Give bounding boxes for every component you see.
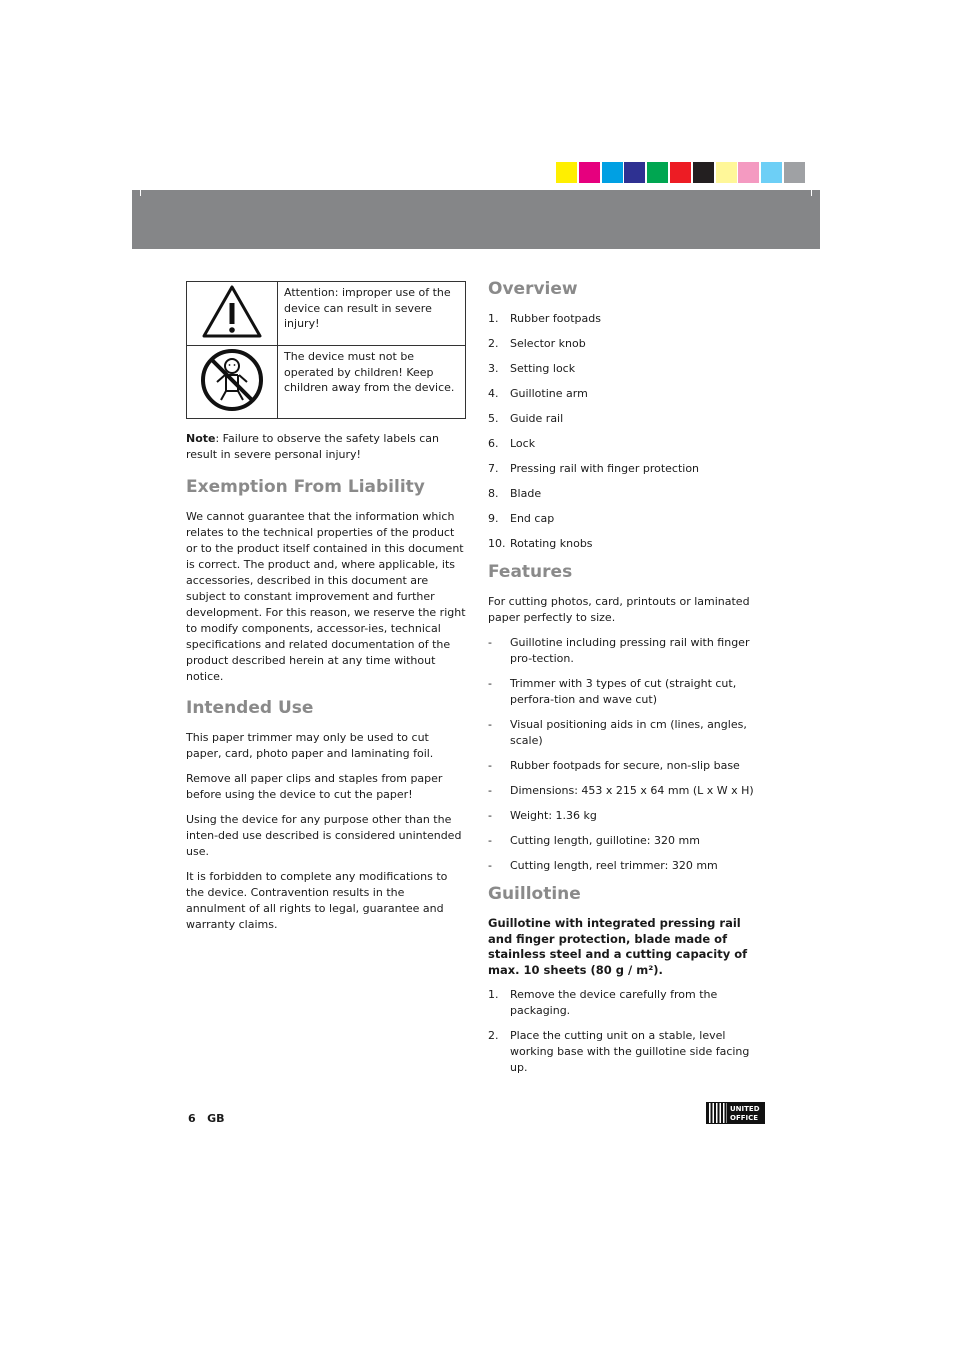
logo-text: UNITED OFFICE	[727, 1103, 764, 1123]
color-swatch	[738, 162, 759, 183]
list-item: 2. Selector knob	[488, 337, 586, 350]
exemption-text: We cannot guarantee that the information which relates to the technical properties of the product or to the product itself contained in this document is correct. The product and, where applicable, its accessories, described in this document are subject to constant improvement and further development. For this reason, we reserve the right to modify components, accessor-ies, technical specifications and related documentation of the product described herein at any time without notice.	[186, 510, 466, 683]
list-item: - Rubber footpads for secure, non-slip base	[488, 759, 740, 772]
color-swatch	[761, 162, 782, 183]
safety-table	[186, 281, 466, 419]
list-item: 9. End cap	[488, 512, 555, 525]
safety-text: The device must not be operated by children! Keep children away from the device.	[278, 346, 466, 419]
color-swatch	[602, 162, 623, 183]
list-item: - Guillotine including pressing rail with finger pro-tection.	[488, 636, 750, 665]
header-band	[132, 190, 820, 249]
intended-use-paragraph: It is forbidden to complete any modifications to the device. Contravention results in the annulment of all rights to legal, guarantee and warranty claims.	[186, 870, 448, 931]
warning-triangle-icon	[200, 283, 264, 341]
logo-grid	[707, 1103, 727, 1123]
intended-use-paragraph: This paper trimmer may only be used to cut paper, card, photo paper and laminating foil.	[186, 731, 434, 760]
features-heading: Features	[488, 562, 573, 582]
list-item: - Cutting length, guillotine: 320 mm	[488, 834, 700, 847]
color-swatch	[624, 162, 645, 183]
color-swatch	[647, 162, 668, 183]
overview-list	[488, 311, 768, 552]
guillotine-intro: Guillotine with integrated pressing rail and finger protection, blade made of stainless steel and a cutting capacity of max. 10 sheets (80 g / m²).	[488, 916, 748, 977]
crop-mark	[811, 190, 812, 196]
list-item: 3. Setting lock	[488, 362, 576, 375]
color-swatch	[579, 162, 600, 183]
features-list	[488, 635, 768, 874]
no-children-icon	[199, 347, 265, 413]
list-item: 4. Guillotine arm	[488, 387, 588, 400]
list-item: 7. Pressing rail with finger protection	[488, 462, 700, 475]
exemption-heading: Exemption From Liability	[186, 477, 425, 497]
intended-use-paragraph: Using the device for any purpose other than the inten-ded use described is considered unintended use.	[186, 813, 462, 858]
color-swatch	[670, 162, 691, 183]
safety-text: Attention: improper use of the device can result in severe injury!	[278, 282, 466, 346]
guillotine-heading: Guillotine	[488, 884, 581, 904]
list-item: - Dimensions: 453 x 215 x 64 mm (L x W x H)	[488, 784, 754, 797]
color-swatch	[716, 162, 737, 183]
safety-row	[187, 346, 466, 419]
color-calibration-bar	[556, 162, 807, 183]
list-item: 2. Place the cutting unit on a stable, level working base with the guillotine side facing up.	[488, 1029, 750, 1074]
list-item: 10. Rotating knobs	[488, 537, 593, 550]
crop-mark	[140, 190, 141, 196]
safety-icon-cell	[187, 282, 278, 346]
safety-row	[187, 282, 466, 346]
intended-use-heading: Intended Use	[186, 698, 314, 718]
safety-icon-cell	[187, 346, 278, 419]
list-item: 1. Rubber footpads	[488, 312, 601, 325]
united-office-logo	[706, 1102, 765, 1124]
list-item: - Cutting length, reel trimmer: 320 mm	[488, 859, 718, 872]
features-intro: For cutting photos, card, printouts or laminated paper perfectly to size.	[488, 595, 750, 624]
note-paragraph	[186, 431, 466, 463]
list-item: 8. Blade	[488, 487, 542, 500]
color-swatch	[556, 162, 577, 183]
list-item: - Trimmer with 3 types of cut (straight cut, perfora-tion and wave cut)	[488, 677, 737, 706]
note-text: : Failure to observe the safety labels can result in severe personal injury!	[186, 432, 439, 461]
color-swatch	[693, 162, 714, 183]
left-column	[186, 281, 466, 942]
list-item: 6. Lock	[488, 437, 536, 450]
right-column	[488, 278, 768, 1085]
list-item: - Weight: 1.36 kg	[488, 809, 597, 822]
list-item: 1. Remove the device carefully from the packaging.	[488, 988, 718, 1017]
list-item: 5. Guide rail	[488, 412, 564, 425]
intended-use-paragraph: Remove all paper clips and staples from paper before using the device to cut the paper!	[186, 772, 443, 801]
note-label: Note	[186, 432, 216, 445]
guillotine-steps	[488, 987, 768, 1076]
list-item: - Visual positioning aids in cm (lines, angles, scale)	[488, 718, 747, 747]
overview-heading: Overview	[488, 279, 578, 299]
page-number: 6 GB	[188, 1112, 225, 1125]
color-swatch	[784, 162, 805, 183]
